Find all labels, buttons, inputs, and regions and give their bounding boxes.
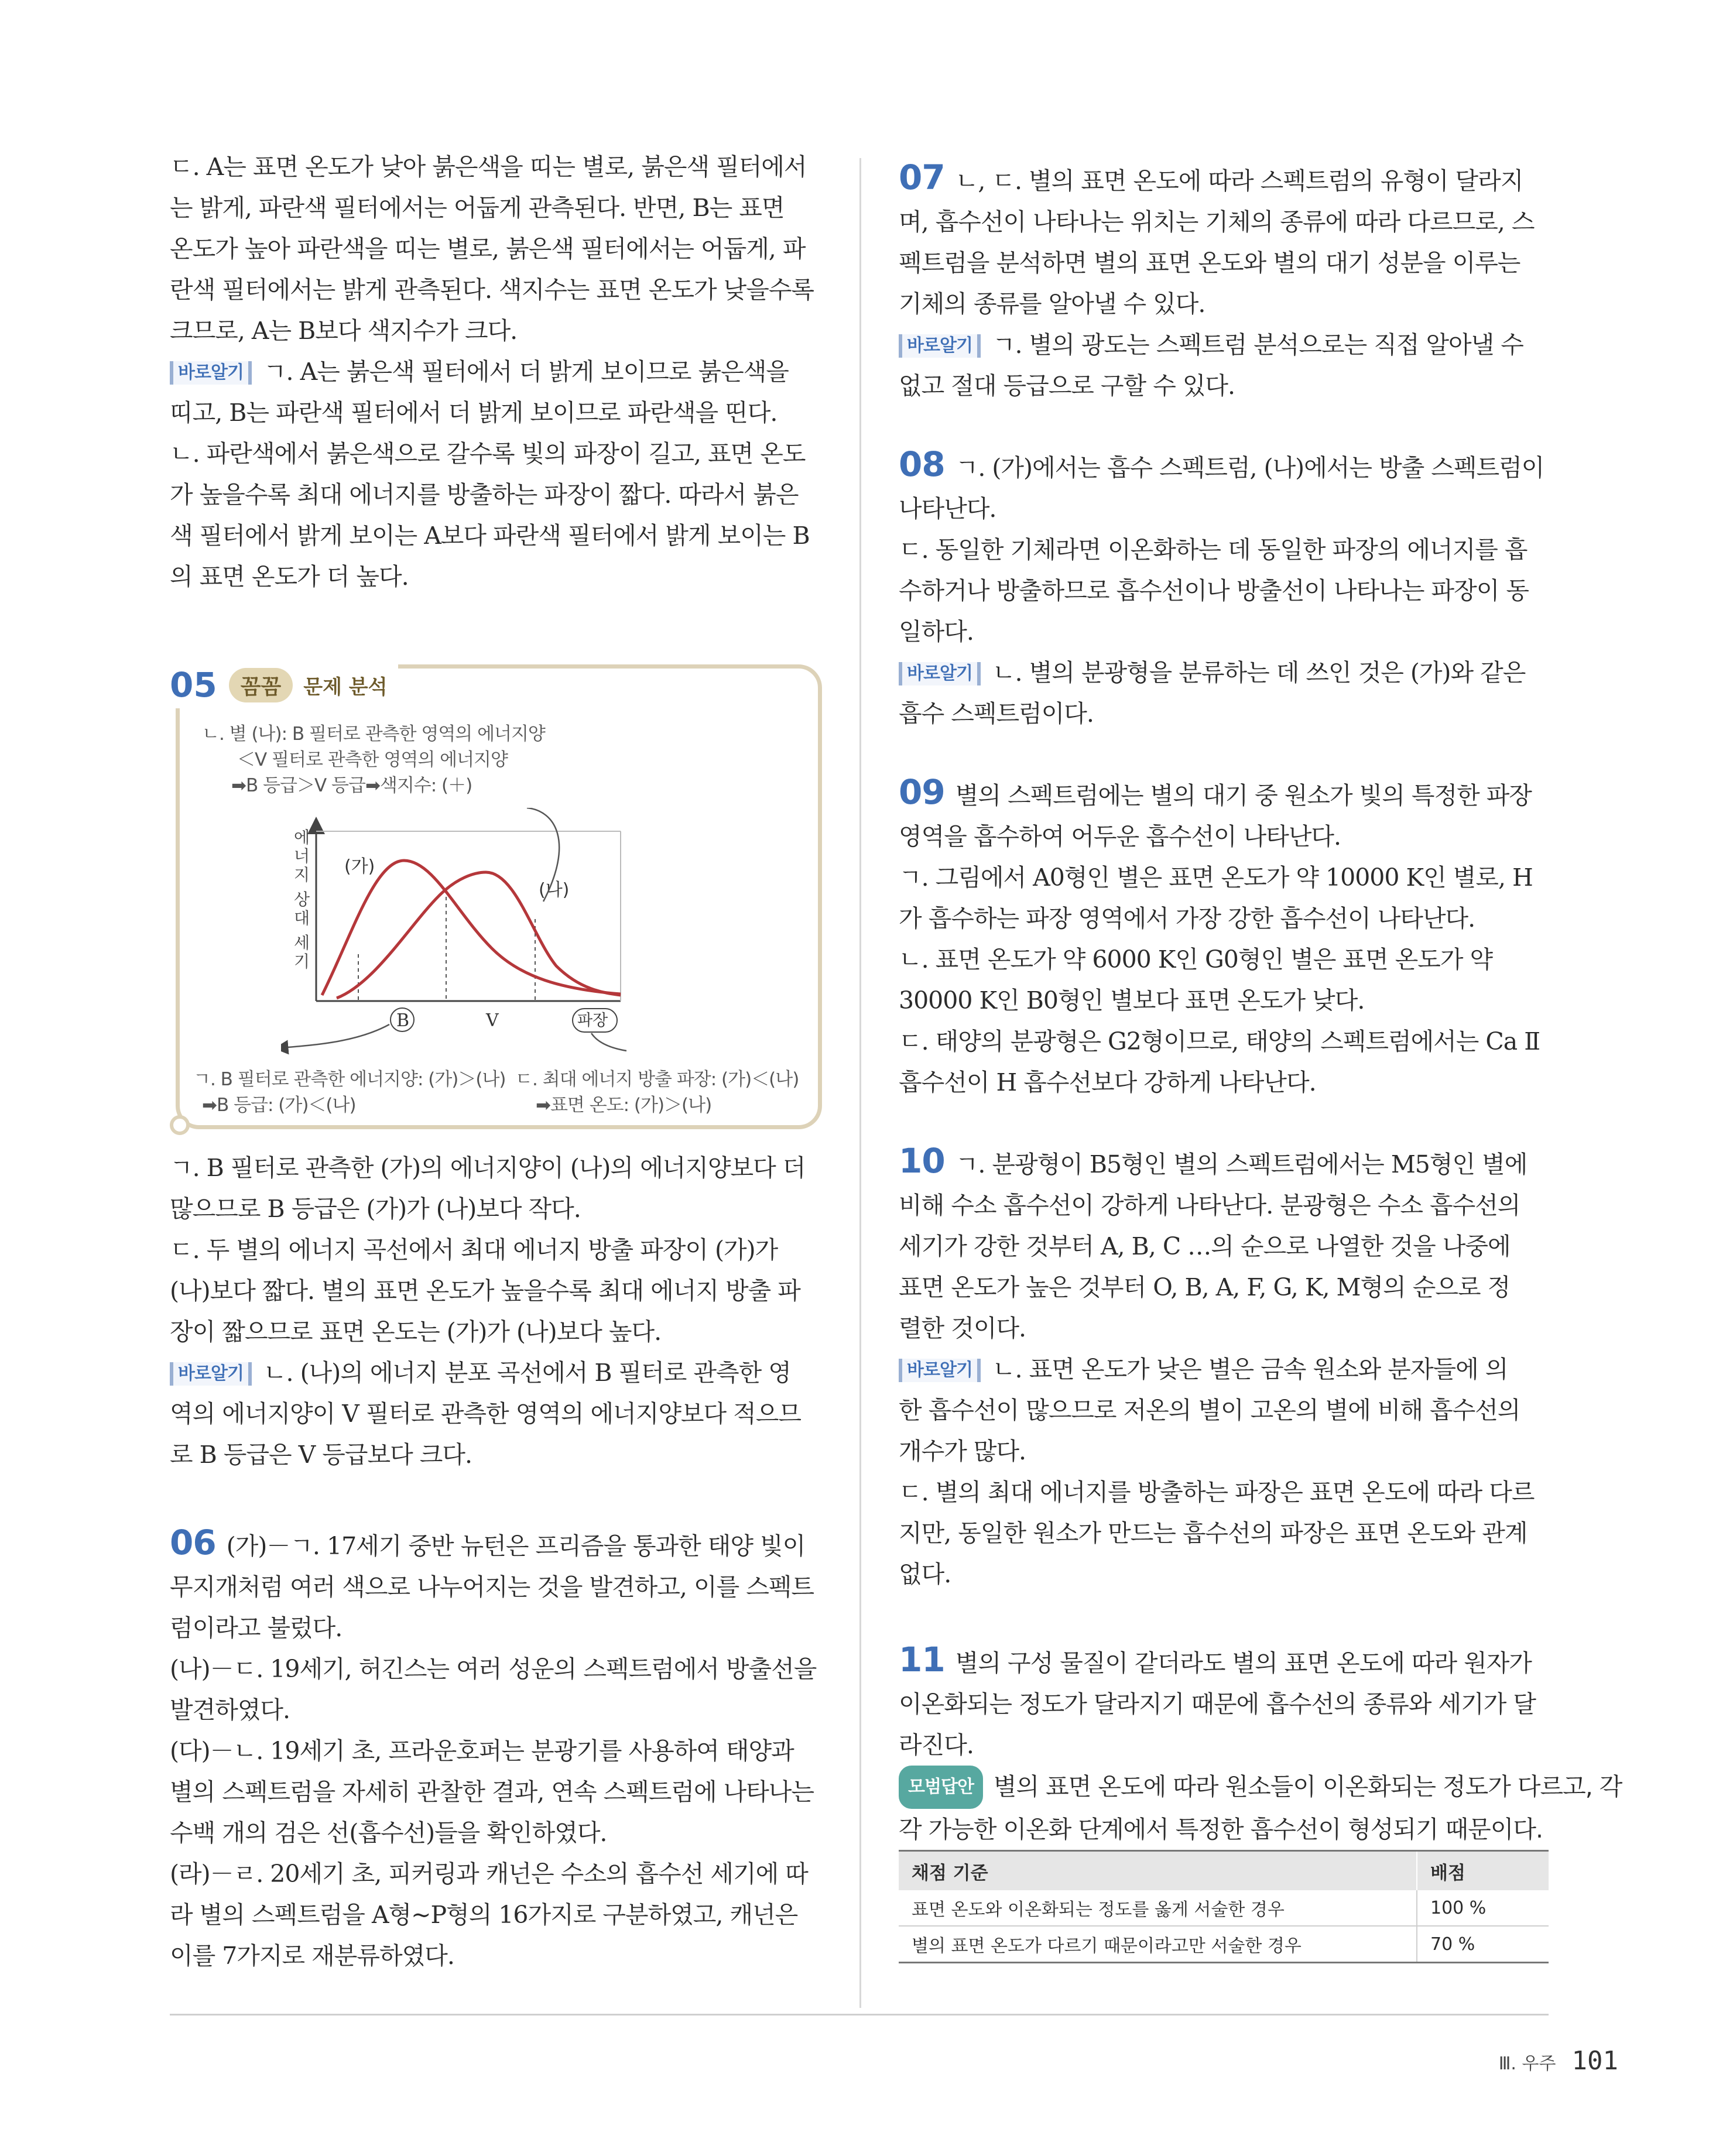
answer-08: [899, 444, 1549, 734]
note-top-1: ㄴ. 별 (나): B 필터로 관측한 영역의 에너지양: [202, 724, 545, 745]
intro-baro: [170, 351, 820, 597]
text-line: [170, 1270, 820, 1311]
text-line: [899, 1062, 1549, 1103]
text-content: 무지개처럼 여러 색으로 나누어지는 것을 발견하고, 이를 스펙트: [170, 1573, 814, 1601]
answer-06: [170, 1522, 820, 1976]
text-line: [899, 1390, 1549, 1431]
text-line: [899, 529, 1549, 570]
question-number-05: 05: [170, 665, 217, 705]
energy-distribution-chart: [281, 808, 644, 1060]
text-line: [899, 816, 1549, 857]
text-content: 각 가능한 이온화 단계에서 특정한 흡수선이 형성되기 때문이다.: [899, 1815, 1543, 1843]
text-line: [170, 1147, 820, 1188]
text-content: 라 별의 스펙트럼을 A형~P형의 16가지로 구분하였고, 캐넌은: [170, 1901, 798, 1929]
text-line: [170, 310, 820, 351]
text-content: 띠고, B는 파란색 필터에서 더 밝게 보이므로 파란색을 띤다.: [170, 399, 778, 427]
text-content: ㄱ. (가)에서는 흡수 스펙트럼, (나)에서는 방출 스펙트럼이: [955, 454, 1544, 482]
text-content: 별의 스펙트럼을 자세히 관찰한 결과, 연속 스펙트럼에 나타나는: [170, 1778, 814, 1806]
text-line: [170, 1771, 820, 1812]
baro-algi-label: 바로알기: [170, 1362, 252, 1386]
text-line: [170, 187, 820, 228]
text-line: [899, 570, 1549, 611]
analysis-header: [170, 661, 398, 708]
note-bl-1: ㄱ. B 필터로 관측한 에너지양: (가)＞(나): [193, 1069, 506, 1090]
label-ga: (가): [344, 856, 375, 877]
text-line: [170, 392, 820, 433]
text-line: [170, 1894, 820, 1935]
text-content: ㄷ. 태양의 분광형은 G2형이므로, 태양의 스펙트럼에서는 Ca Ⅱ: [899, 1027, 1540, 1055]
text-line: [899, 1140, 1549, 1185]
question-number: 10: [899, 1141, 945, 1181]
text-line: [899, 1267, 1549, 1308]
text-line: [899, 1513, 1549, 1554]
text-content: ㄴ. 표면 온도가 약 6000 K인 G0형인 별은 표면 온도가 약: [899, 945, 1493, 974]
band-label-b: B: [396, 1010, 410, 1031]
text-line: [899, 1766, 1622, 1809]
text-line: [170, 228, 820, 269]
text-content: 흡수 스펙트럼이다.: [899, 700, 1094, 728]
text-line: [899, 693, 1549, 734]
text-line: [170, 351, 820, 392]
table-row-2-score: 70 %: [1417, 1926, 1549, 1963]
text-line: [899, 324, 1549, 365]
question-number: 06: [170, 1523, 216, 1562]
text-line: [170, 1812, 820, 1853]
text-content: 세기가 강한 것부터 A, B, C …의 순으로 나열한 것을 나중에: [899, 1232, 1511, 1260]
column-divider: [859, 158, 861, 2008]
text-content: 비해 수소 흡수선이 강하게 나타난다. 분광형은 수소 흡수선의: [899, 1191, 1520, 1219]
answer-07: [899, 157, 1549, 406]
text-content: (나)보다 짧다. 별의 표면 온도가 높을수록 최대 에너지 방출 파: [170, 1277, 800, 1305]
note-br-2: ➡표면 온도: (가)＞(나): [536, 1095, 712, 1116]
svg-text:상: 상: [294, 890, 310, 909]
text-content: ㄱ. A는 붉은색 필터에서 더 밝게 보이므로 붉은색을: [263, 358, 789, 386]
text-line: [899, 1308, 1549, 1349]
text-content: 라진다.: [899, 1731, 974, 1759]
table-row-1-criteria: 표면 온도와 이온화되는 정도를 옳게 서술한 경우: [899, 1890, 1417, 1926]
text-content: 별의 스펙트럼에는 별의 대기 중 원소가 빛의 특정한 파장: [955, 781, 1532, 810]
text-content: 크므로, A는 B보다 색지수가 크다.: [170, 317, 518, 345]
table-header-criteria: 채점 기준: [899, 1851, 1417, 1891]
text-line: [899, 201, 1549, 242]
text-line: [170, 1689, 820, 1730]
text-content: 없고 절대 등급으로 구할 수 있다.: [899, 372, 1235, 400]
text-line: [899, 611, 1549, 652]
text-line: [170, 1522, 820, 1567]
text-line: [170, 146, 820, 187]
left-column: [170, 146, 820, 597]
band-label-v: V: [486, 1010, 499, 1031]
text-line: [899, 1021, 1549, 1062]
text-content: ㄴ. (나)의 에너지 분포 곡선에서 B 필터로 관측한 영: [263, 1359, 791, 1387]
text-content: (다)－ㄴ. 19세기 초, 프라운호퍼는 분광기를 사용하여 태양과: [170, 1737, 794, 1765]
text-line: [170, 1730, 820, 1771]
text-content: ㄴ, ㄷ. 별의 표면 온도에 따라 스펙트럼의 유형이 달라지: [955, 167, 1523, 195]
text-line: [899, 444, 1549, 488]
text-content: 개수가 많다.: [899, 1437, 1026, 1465]
text-content: 한 흡수선이 많으므로 저온의 별이 고온의 별에 비해 흡수선의: [899, 1396, 1520, 1424]
text-content: 로 B 등급은 V 등급보다 크다.: [170, 1441, 472, 1469]
curve-ga: [322, 861, 621, 995]
text-line: [170, 1607, 820, 1648]
svg-text:에: 에: [294, 828, 310, 847]
text-content: ㄱ. 별의 광도는 스펙트럼 분석으로는 직접 알아낼 수: [992, 331, 1523, 359]
text-line: [170, 1352, 820, 1393]
text-content: (나)－ㄷ. 19세기, 허긴스는 여러 성운의 스펙트럼에서 방출선을: [170, 1655, 817, 1683]
text-content: ㄷ. 두 별의 에너지 곡선에서 최대 에너지 방출 파장이 (가)가: [170, 1236, 778, 1264]
text-content: 일하다.: [899, 618, 974, 646]
text-line: [899, 1725, 1549, 1766]
text-content: 펙트럼을 분석하면 별의 표면 온도와 별의 대기 성분을 이루는: [899, 249, 1520, 277]
answer-05: [170, 1147, 820, 1475]
scoring-table: [899, 1850, 1549, 1963]
text-line: [899, 898, 1549, 939]
question-number: 11: [899, 1640, 945, 1679]
text-line: [899, 1554, 1549, 1595]
text-line: [170, 515, 820, 556]
text-content: 발견하였다.: [170, 1696, 290, 1724]
analysis-title: 문제 분석: [303, 675, 388, 699]
label-na: (나): [539, 880, 570, 900]
baro-algi-label: 바로알기: [899, 1359, 981, 1382]
answer-11: [899, 1639, 1622, 1850]
text-line: [899, 1185, 1549, 1226]
question-number: 09: [899, 772, 945, 812]
text-line: [170, 1567, 820, 1607]
text-content: 가 높을수록 최대 에너지를 방출하는 파장이 짧다. 따라서 붉은: [170, 481, 799, 509]
svg-text:세: 세: [294, 933, 310, 952]
text-content: 별의 표면 온도에 따라 원소들이 이온화되는 정도가 다르고, 각: [993, 1773, 1622, 1801]
text-line: [899, 242, 1549, 283]
text-content: (라)－ㄹ. 20세기 초, 피커링과 캐넌은 수소의 흡수선 세기에 따: [170, 1860, 808, 1888]
text-line: [899, 283, 1549, 324]
text-content: 기체의 종류를 알아낼 수 있다.: [899, 290, 1205, 318]
text-line: [170, 1229, 820, 1270]
text-content: 며, 흡수선이 나타나는 위치는 기체의 종류에 따라 다르므로, 스: [899, 208, 1535, 236]
note-top-3: ➡B 등급＞V 등급➡색지수: (＋): [231, 775, 472, 796]
text-content: 없다.: [899, 1560, 951, 1588]
part-label: Ⅲ. 우주: [1498, 2054, 1556, 2074]
page-number: 101: [1571, 2046, 1618, 2076]
text-line: [899, 157, 1549, 201]
text-content: 많으므로 B 등급은 (가)가 (나)보다 작다.: [170, 1195, 581, 1223]
text-line: [170, 1434, 820, 1475]
text-line: [170, 1311, 820, 1352]
text-content: 표면 온도가 높은 것부터 O, B, A, F, G, K, M형의 순으로 정: [899, 1273, 1511, 1301]
baro-algi-label: 바로알기: [899, 662, 981, 685]
footer-rule: [170, 2014, 1549, 2016]
text-content: 흡수선이 H 흡수선보다 강하게 나타난다.: [899, 1068, 1316, 1096]
svg-text:기: 기: [294, 952, 310, 971]
svg-text:너: 너: [294, 846, 310, 866]
text-line: [170, 474, 820, 515]
text-content: 색 필터에서 밝게 보이는 A보다 파란색 필터에서 밝게 보이는 B: [170, 522, 810, 550]
text-line: [899, 365, 1549, 406]
analysis-box-end-dot: [170, 1115, 190, 1135]
text-line: [170, 1648, 820, 1689]
text-content: 영역을 흡수하여 어두운 흡수선이 나타난다.: [899, 822, 1341, 851]
baro-algi-label: 바로알기: [899, 334, 981, 358]
text-line: [170, 1188, 820, 1229]
text-line: [899, 939, 1549, 980]
svg-text:지: 지: [294, 865, 310, 885]
text-content: 나타난다.: [899, 495, 996, 523]
text-line: [899, 857, 1549, 898]
text-line: [170, 433, 820, 474]
text-content: 장이 짧으므로 표면 온도는 (가)가 (나)보다 높다.: [170, 1318, 662, 1346]
question-number: 07: [899, 157, 945, 197]
text-line: [899, 772, 1549, 816]
text-line: [899, 1431, 1549, 1472]
text-line: [899, 652, 1549, 693]
text-line: [170, 1393, 820, 1434]
table-row-2-criteria: 별의 표면 온도가 다르기 때문이라고만 서술한 경우: [899, 1926, 1417, 1963]
text-content: ㄱ. B 필터로 관측한 (가)의 에너지양이 (나)의 에너지양보다 더: [170, 1154, 806, 1182]
question-number: 08: [899, 444, 945, 484]
baro-algi-label: 바로알기: [170, 361, 252, 385]
text-line: [170, 556, 820, 597]
note-br-1: ㄷ. 최대 에너지 방출 파장: (가)＜(나): [515, 1069, 799, 1090]
text-content: 의 표면 온도가 더 높다.: [170, 563, 409, 591]
text-content: 30000 K인 B0형인 별보다 표면 온도가 낮다.: [899, 986, 1365, 1014]
table-header-score: 배점: [1417, 1851, 1549, 1891]
kkomkkom-badge: 꼼꼼: [229, 668, 293, 702]
answer-09: [899, 772, 1549, 1103]
text-line: [899, 1472, 1549, 1513]
text-content: 는 밝게, 파란색 필터에서는 어둡게 관측된다. 반면, B는 표면: [170, 194, 785, 222]
text-content: 온도가 높아 파란색을 띠는 별로, 붉은색 필터에서는 어둡게, 파: [170, 235, 806, 263]
note-bl-2: ➡B 등급: (가)＜(나): [202, 1095, 356, 1116]
x-axis-label: 파장: [577, 1012, 608, 1030]
text-content: ㄴ. 파란색에서 붉은색으로 갈수록 빛의 파장이 길고, 표면 온도: [170, 440, 806, 468]
text-content: 렬한 것이다.: [899, 1314, 1026, 1342]
text-content: 지만, 동일한 원소가 만드는 흡수선의 파장은 표면 온도와 관계: [899, 1519, 1528, 1547]
text-content: 역의 에너지양이 V 필터로 관측한 영역의 에너지양보다 적으므: [170, 1400, 801, 1428]
text-content: (가)－ㄱ. 17세기 중반 뉴턴은 프리즘을 통과한 태양 빛이: [226, 1532, 806, 1560]
text-content: 이온화되는 정도가 달라지기 때문에 흡수선의 종류와 세기가 달: [899, 1690, 1536, 1718]
text-content: ㄴ. 별의 분광형을 분류하는 데 쓰인 것은 (가)와 같은: [992, 659, 1526, 687]
text-content: 란색 필터에서는 밝게 관측된다. 색지수는 표면 온도가 낮을수록: [170, 276, 814, 304]
page-footer: [1499, 2046, 1618, 2076]
text-line: [899, 980, 1549, 1021]
intro-text: [170, 146, 820, 351]
text-line: [899, 488, 1549, 529]
text-content: ㄴ. 표면 온도가 낮은 별은 금속 원소와 분자들에 의: [992, 1355, 1508, 1383]
svg-text:대: 대: [294, 909, 310, 928]
text-content: ㄷ. 동일한 기체라면 이온화하는 데 동일한 파장의 에너지를 흡: [899, 536, 1528, 564]
text-line: [170, 1935, 820, 1976]
note-top-2: ＜V 필터로 관측한 영역의 에너지양: [237, 749, 508, 770]
text-content: 별의 구성 물질이 같더라도 별의 표면 온도에 따라 원자가: [955, 1649, 1532, 1677]
text-content: ㄷ. 별의 최대 에너지를 방출하는 파장은 표면 온도에 따라 다르: [899, 1478, 1535, 1506]
text-line: [899, 1809, 1549, 1850]
text-content: ㄷ. A는 표면 온도가 낮아 붉은색을 띠는 별로, 붉은색 필터에서: [170, 153, 807, 181]
answer-10: [899, 1140, 1549, 1595]
text-content: 가 흡수하는 파장 영역에서 가장 강한 흡수선이 나타난다.: [899, 904, 1475, 933]
text-line: [170, 1853, 820, 1894]
text-content: 이를 7가지로 재분류하였다.: [170, 1942, 454, 1970]
text-content: 럼이라고 불렀다.: [170, 1614, 343, 1642]
text-line: [899, 1684, 1549, 1725]
model-answer-label: 모범답안: [899, 1766, 983, 1809]
table-row-1-score: 100 %: [1417, 1890, 1549, 1926]
text-line: [899, 1226, 1549, 1267]
text-content: 수백 개의 검은 선(흡수선)들을 확인하였다.: [170, 1819, 607, 1847]
text-line: [170, 269, 820, 310]
text-line: [899, 1639, 1549, 1684]
text-content: 수하거나 방출하므로 흡수선이나 방출선이 나타나는 파장이 동: [899, 577, 1529, 605]
text-content: ㄱ. 그림에서 A0형인 별은 표면 온도가 약 10000 K인 별로, H: [899, 863, 1533, 892]
text-line: [899, 1349, 1549, 1390]
text-content: ㄱ. 분광형이 B5형인 별의 스펙트럼에서는 M5형인 별에: [955, 1150, 1528, 1178]
